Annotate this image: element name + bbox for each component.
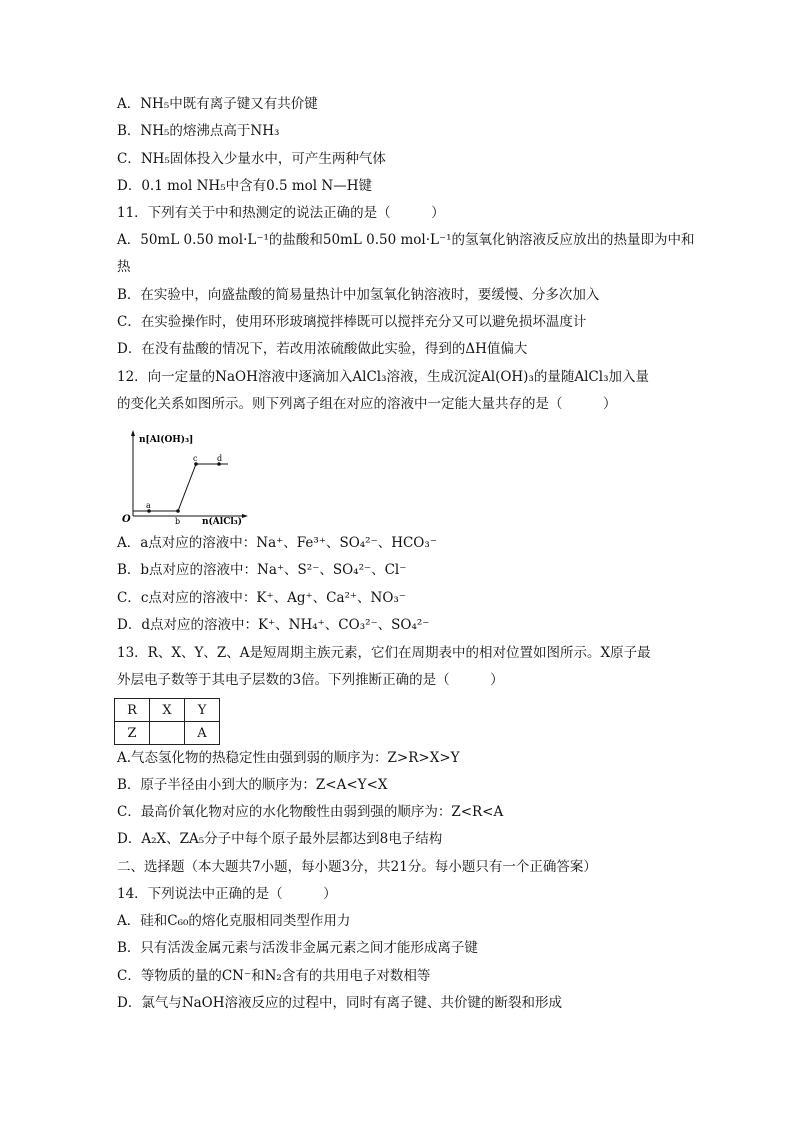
table-cell [150, 722, 185, 745]
question-14-stem: 14．下列说法中正确的是（ ） [117, 886, 337, 902]
option-d-nh5-bonds-count: D．0.1 mol NH₅中含有0.5 mol N—H键 [117, 178, 373, 194]
label-d: d [217, 454, 223, 463]
q12-option-a: A．a点对应的溶液中：Na⁺、Fe³⁺、SO₄²⁻、HCO₃⁻ [117, 535, 437, 551]
option-c-nh5-water: C．NH₅固体投入少量水中，可产生两种气体 [117, 151, 386, 167]
q11-option-d: D．在没有盐酸的情况下，若改用浓硫酸做此实验，得到的ΔH值偏大 [117, 341, 528, 357]
periodic-table-fragment [114, 698, 220, 745]
question-12-stem-line1: 12．向一定量的NaOH溶液中逐滴加入AlCl₃溶液，生成沉淀Al(OH)₃的量随AlCl₃加入量 [117, 369, 649, 385]
q14-option-b: B．只有活泼金属元素与活泼非金属元素之间才能形成离子键 [117, 940, 478, 956]
table-cell: R [115, 699, 150, 722]
option-a-nh5-bonds: A．NH₅中既有离子键又有共价键 [117, 96, 318, 112]
option-b-nh5-boiling: B．NH₅的熔沸点高于NH₃ [117, 123, 280, 139]
table-cell: Y [185, 699, 220, 722]
question-11-stem: 11．下列有关于中和热测定的说法正确的是（ ） [117, 205, 445, 221]
q11-option-a-line1: A．50mL 0.50 mol·L⁻¹的盐酸和50mL 0.50 mol·L⁻¹的氢氧化钠溶液反应放出的热量即为中和 [117, 232, 695, 248]
q14-option-d: D．氯气与NaOH溶液反应的过程中，同时有离子键、共价键的断裂和形成 [117, 995, 563, 1011]
label-a: a [146, 501, 151, 510]
q13-option-a: A.气态氢化物的热稳定性由强到弱的顺序为：Z>R>X>Y [117, 750, 460, 766]
y-axis-label: n[Al(OH)₃] [139, 435, 194, 445]
origin-label: O [122, 514, 131, 525]
x-axis-arrow [242, 514, 248, 518]
q11-option-a-line2: 热 [117, 259, 131, 275]
table-row [115, 699, 220, 722]
q13-option-d: D．A₂X、ZA₅分子中每个原子最外层都达到8电子结构 [117, 831, 443, 847]
label-b: b [175, 517, 181, 526]
table-cell: Z [115, 722, 150, 745]
section-2-heading: 二、选择题（本大题共7小题，每小题3分，共21分。每小题只有一个正确答案） [117, 859, 597, 875]
table-cell: X [150, 699, 185, 722]
question-13-stem-line2: 外层电子数等于其电子层数的3倍。下列推断正确的是（ ） [117, 672, 504, 688]
q11-option-c: C．在实验操作时，使用环形玻璃搅拌棒既可以搅拌充分又可以避免损坏温度计 [117, 314, 587, 330]
point-b [176, 509, 180, 513]
question-13-stem-line1: 13．R、X、Y、Z、A是短周期主族元素，它们在周期表中的相对位置如图所示。X原子最 [117, 645, 651, 661]
y-axis-arrow [131, 430, 135, 436]
x-axis-label: n(AlCl₃) [202, 517, 242, 527]
q13-option-b: B．原子半径由小到大的顺序为：Z<A<Y<X [117, 777, 388, 793]
table-row [115, 722, 220, 745]
q13-option-c: C．最高价氧化物对应的水化物酸性由弱到强的顺序为：Z<R<A [117, 804, 504, 820]
q14-option-c: C．等物质的量的CN⁻和N₂含有的共用电子对数相等 [117, 968, 431, 984]
q12-option-b: B．b点对应的溶液中：Na⁺、S²⁻、SO₄²⁻、Cl⁻ [117, 562, 407, 578]
q12-option-c: C．c点对应的溶液中：K⁺、Ag⁺、Ca²⁺、NO₃⁻ [117, 590, 406, 606]
label-c: c [193, 454, 198, 463]
precipitation-graph [118, 428, 258, 528]
q14-option-a: A．硅和C₆₀的熔化克服相同类型作用力 [117, 913, 351, 929]
question-12-stem-line2: 的变化关系如图所示。则下列离子组在对应的溶液中一定能大量共存的是（ ） [117, 396, 617, 412]
q12-option-d: D．d点对应的溶液中：K⁺、NH₄⁺、CO₃²⁻、SO₄²⁻ [117, 617, 430, 633]
table-cell: A [185, 722, 220, 745]
q11-option-b: B．在实验中，向盛盐酸的简易量热计中加氢氧化钠溶液时，要缓慢、分多次加入 [117, 287, 600, 303]
